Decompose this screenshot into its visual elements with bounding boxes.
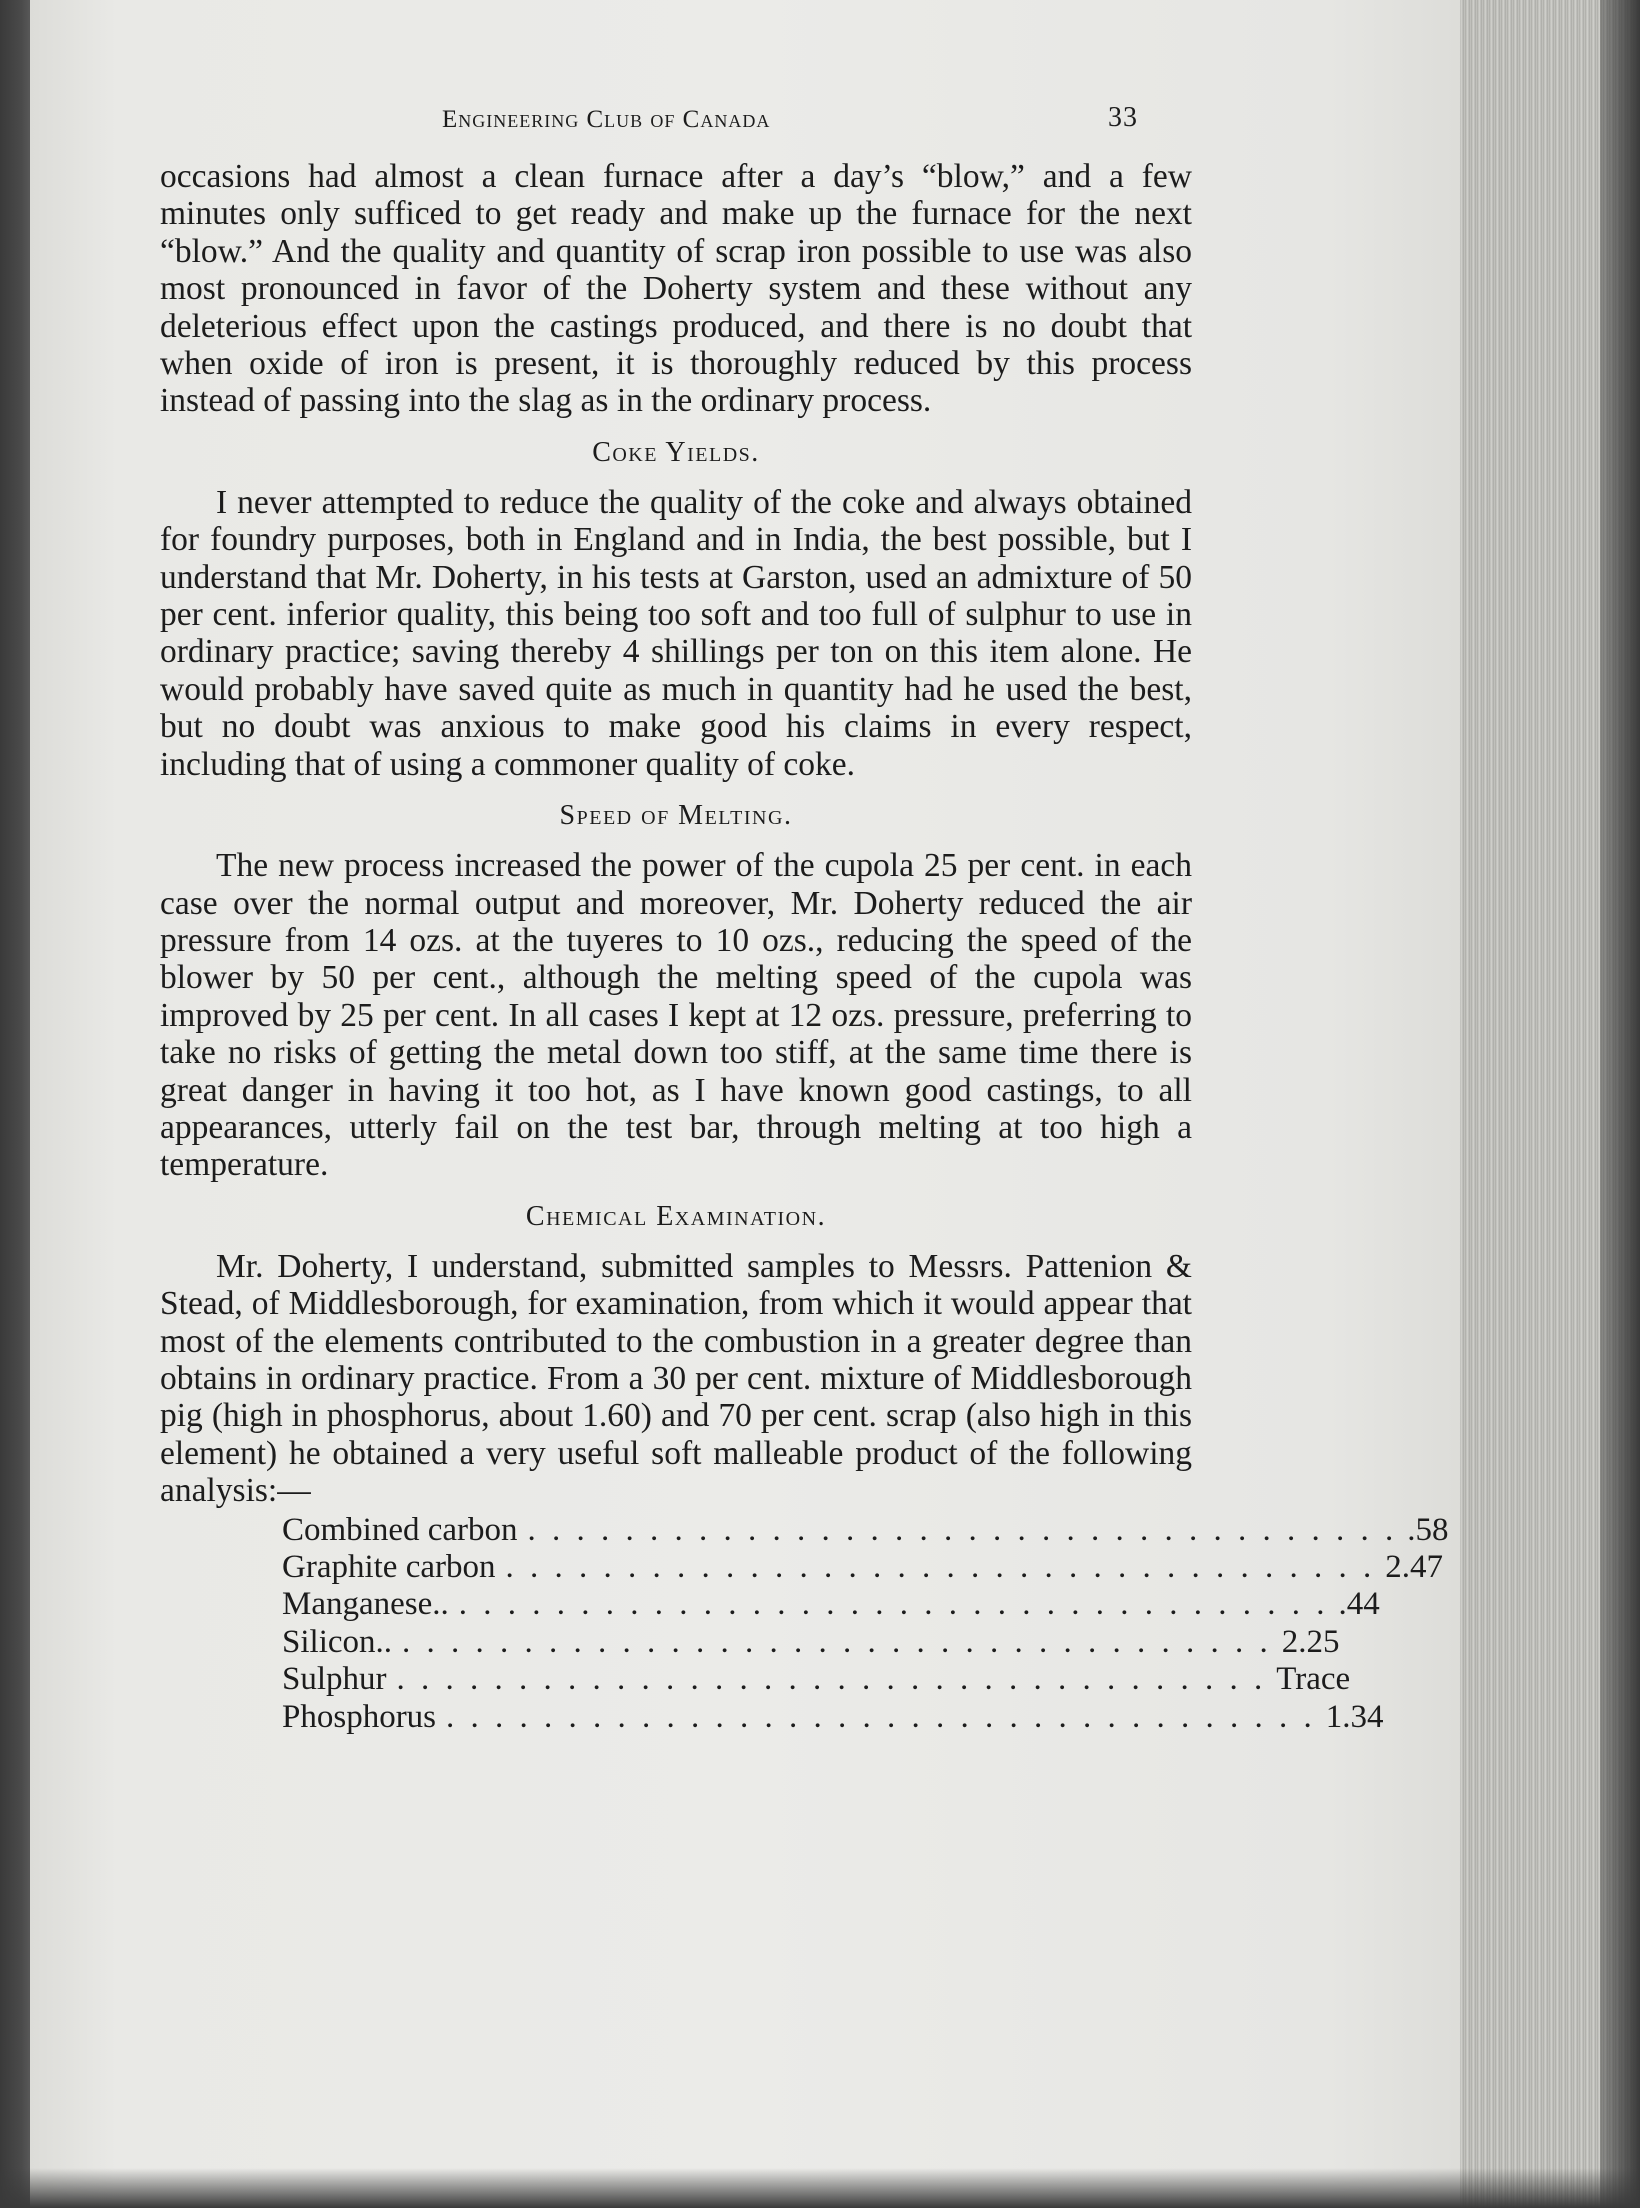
running-title: Engineering Club of Canada — [442, 106, 771, 133]
analysis-element: Combined carbon — [282, 1511, 518, 1548]
leader-dots: . . . . . . . . . . . . . . . . . . . . . . . . . . . . . . . . . . . . — [527, 1511, 1398, 1548]
analysis-row — [282, 1548, 1443, 1586]
analysis-value: 1.34 — [1325, 1698, 1384, 1735]
running-head — [160, 100, 1192, 144]
section-heading-chemical-examination: Chemical Examination. — [525, 1200, 827, 1232]
analysis-element: Silicon.. — [282, 1623, 393, 1660]
analysis-row — [282, 1661, 1351, 1698]
leader-dots: . . . . . . . . . . . . . . . . . . . . . . . . . . . . . . . . . . . . — [402, 1623, 1272, 1660]
page-content — [160, 100, 1449, 1736]
page-number: 33 — [1108, 102, 1138, 133]
analysis-value: Trace — [1276, 1661, 1351, 1698]
leader-dots: . . . . . . . . . . . . . . . . . . . . . . . . . . . . . . . . . . . . — [458, 1586, 1329, 1623]
leader-dots: . . . . . . . . . . . . . . . . . . . . . . . . . . . . . . . . . . . . — [446, 1698, 1316, 1735]
analysis-value: 2.47 — [1385, 1548, 1443, 1585]
analysis-value: .58 — [1407, 1511, 1449, 1548]
section-heading-coke-yields: Coke Yields. — [592, 436, 760, 468]
analysis-value: .44 — [1338, 1586, 1380, 1623]
coke-yields-paragraph: I never attempted to reduce the quality of the coke and always obtained for foundry purposes, both in England and in India, the best possible, but I understand that Mr. Doherty, in his tests at Garston, used an admixture of 50 per cent. inferior quality, this being too soft and too full of sulphur to use in ordinary practice; saving thereby 4 shillings per ton on this item alone. He would probably have saved quite as much in quantity had he used the best, but no doubt was anxious to make good his claims in every respect, including that of using a commoner quality of coke. — [160, 483, 1192, 783]
section-heading-speed-of-melting: Speed of Melting. — [559, 800, 793, 832]
analysis-row — [282, 1623, 1340, 1661]
speed-of-melting-paragraph: The new process increased the power of the cupola 25 per cent. in each case over the normal output and moreover, Mr. Doherty reduced the air pressure from 14 ozs. at the tuyeres to 10 ozs., reducing the speed of the blower by 50 per cent., although the melting speed of the cupola was improved by 25 per cent. In all cases I kept at 12 ozs. pressure, preferring to take no risks of getting the metal down too stiff, at the same time there is great danger in having it too hot, as I have known good castings, to all appearances, utterly fail on the test bar, through melting at too high a temperature. — [160, 847, 1192, 1184]
analysis-row — [282, 1511, 1449, 1549]
analysis-row — [282, 1698, 1384, 1736]
analysis-element: Phosphorus — [282, 1698, 437, 1735]
chemical-examination-paragraph: Mr. Doherty, I understand, submitted samples to Messrs. Pattenion & Stead, of Middlesborough, for examination, from which it would appear that most of the elements contributed to the combustion in a greater degree than obtains in ordinary practice. From a 30 per cent. mixture of Middlesborough pig (high in phosphorus, about 1.60) and 70 per cent. scrap (also high in this element) he obtained a very useful soft malleable product of the following analysis:— — [160, 1247, 1192, 1510]
analysis-element: Sulphur — [282, 1661, 387, 1698]
analysis-element: Graphite carbon — [282, 1548, 496, 1585]
bottom-shadow — [0, 2168, 1640, 2208]
leader-dots: . . . . . . . . . . . . . . . . . . . . . . . . . . . . . . . . . . . . — [505, 1548, 1376, 1585]
analysis-table — [282, 1511, 1449, 1736]
leader-dots: . . . . . . . . . . . . . . . . . . . . . . . . . . . . . . . . . . . . — [396, 1661, 1267, 1698]
analysis-element: Manganese.. — [282, 1586, 449, 1623]
analysis-value: 2.25 — [1281, 1623, 1340, 1660]
intro-paragraph: occasions had almost a clean furnace after a day’s “blow,” and a few minutes only sufficed to get ready and make up the furnace for the next “blow.” And the quality and quantity of scrap iron possible to use was also most pronounced in favor of the Doherty system and these without any deleterious effect upon the castings produced, and there is no doubt that when oxide of iron is present, it is thoroughly reduced by this process instead of passing into the slag as in the ordinary process. — [160, 158, 1192, 420]
analysis-row — [282, 1586, 1380, 1623]
page-edges-right — [1460, 0, 1640, 2208]
